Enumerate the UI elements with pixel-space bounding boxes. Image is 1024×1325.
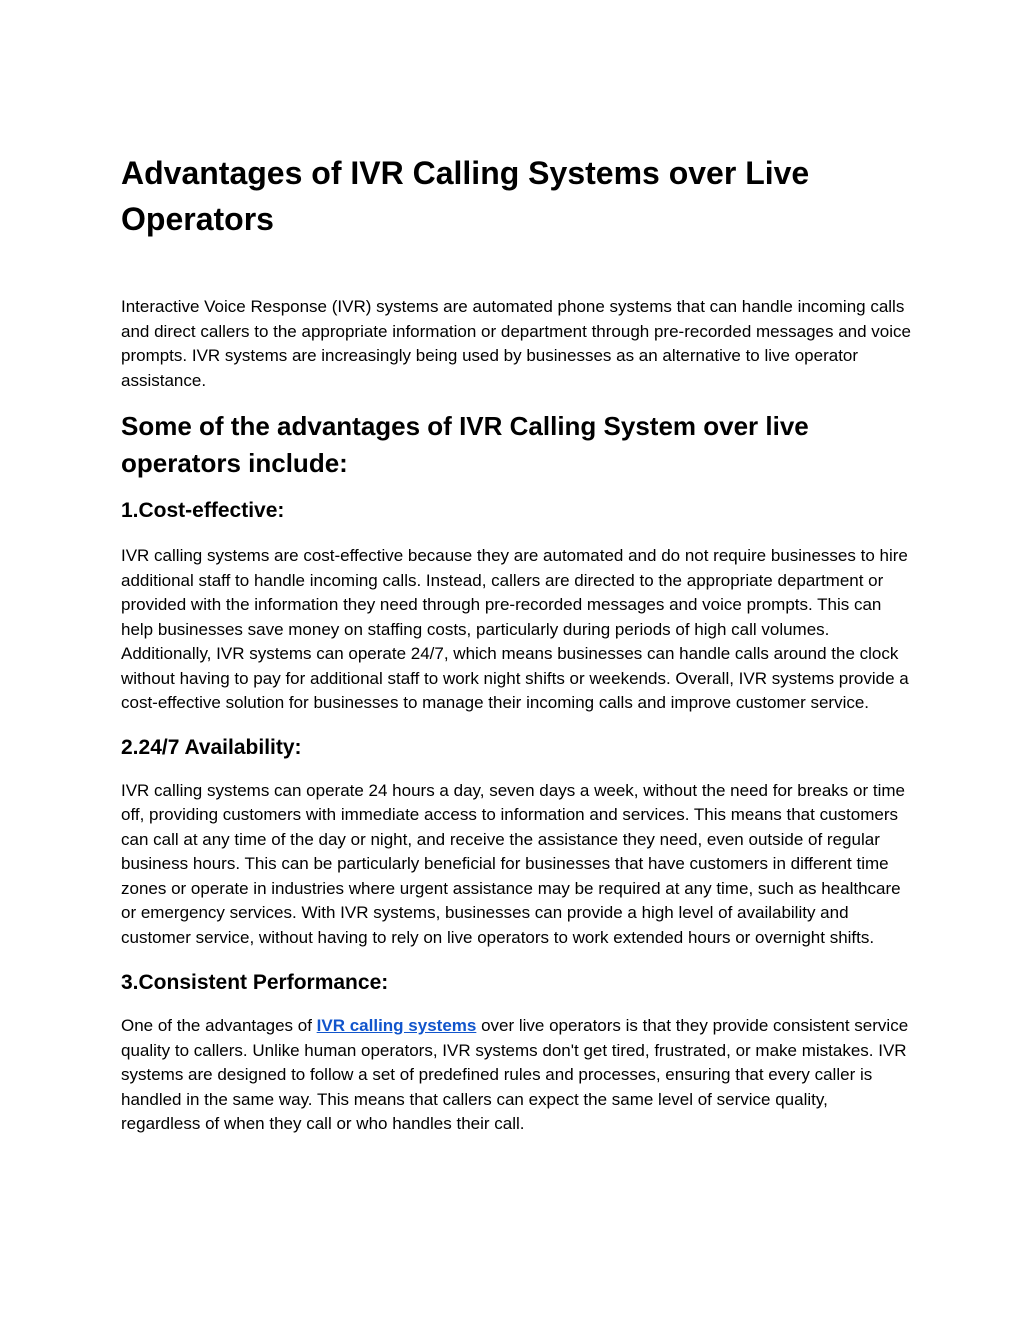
section-body-cost-effective: IVR calling systems are cost-effective because they are automated and do not require businesses to hire additional staff to handle incoming calls. Instead, callers are directed to the appropriate department or provided with the information they need through pre-recorded messages and voice prompts. This can help businesses save money on staffing costs, particularly during periods of high call volumes. Additionally, IVR systems can operate 24/7, which means businesses can handle calls around the clock without having to pay for additional staff to work night shifts or weekends. Overall, IVR systems provide a cost-effective solution for businesses to manage their incoming calls and improve customer service. xyxy=(121,546,909,712)
section-heading-consistent-performance: 3.Consistent Performance: xyxy=(121,971,389,994)
section-heading-availability: 2.24/7 Availability: xyxy=(121,735,302,759)
section-body-availability: IVR calling systems can operate 24 hours a day, seven days a week, without the need for breaks or time off, providing customers with immediate access to information and services. This means that customers can call at any time of the day or night, and receive the assistance they need, even outside of regular business hours. This can be particularly beneficial for businesses that have customers in different time zones or operate in industries where urgent assistance may be required at any time, such as healthcare or emergency services. With IVR systems, businesses can provide a high level of availability and customer service, without having to rely on live operators to work extended hours or overnight shifts. xyxy=(121,780,905,947)
document-page xyxy=(121,150,911,1137)
ivr-calling-systems-link[interactable]: IVR calling systems xyxy=(316,1016,477,1035)
advantages-subheading: Some of the advantages of IVR Calling System over live operators include: xyxy=(121,411,809,478)
body-text-before-link: One of the advantages of xyxy=(121,1016,317,1035)
body-text-after-link: over live operators is that they provide consistent service quality to callers. Unlike human operators, IVR systems don't get tired, frustrated, or make mistakes. IVR systems are designed to follow a set of predefined rules and processes, ensuring that every caller is handled in the same way. This means that callers can expect the same level of service quality, regardless of when they call or who handles their call. xyxy=(121,1016,909,1133)
document-title: Advantages of IVR Calling Systems over Live Operators xyxy=(121,155,810,237)
intro-paragraph: Interactive Voice Response (IVR) systems are automated phone systems that can handle incoming calls and direct callers to the appropriate information or department through pre-recorded messages and voice prompts. IVR systems are increasingly being used by businesses as an alternative to live operator assistance. xyxy=(121,297,911,390)
section-heading-cost-effective: 1.Cost-effective: xyxy=(121,499,285,522)
section-body-consistent-performance xyxy=(121,1014,911,1137)
